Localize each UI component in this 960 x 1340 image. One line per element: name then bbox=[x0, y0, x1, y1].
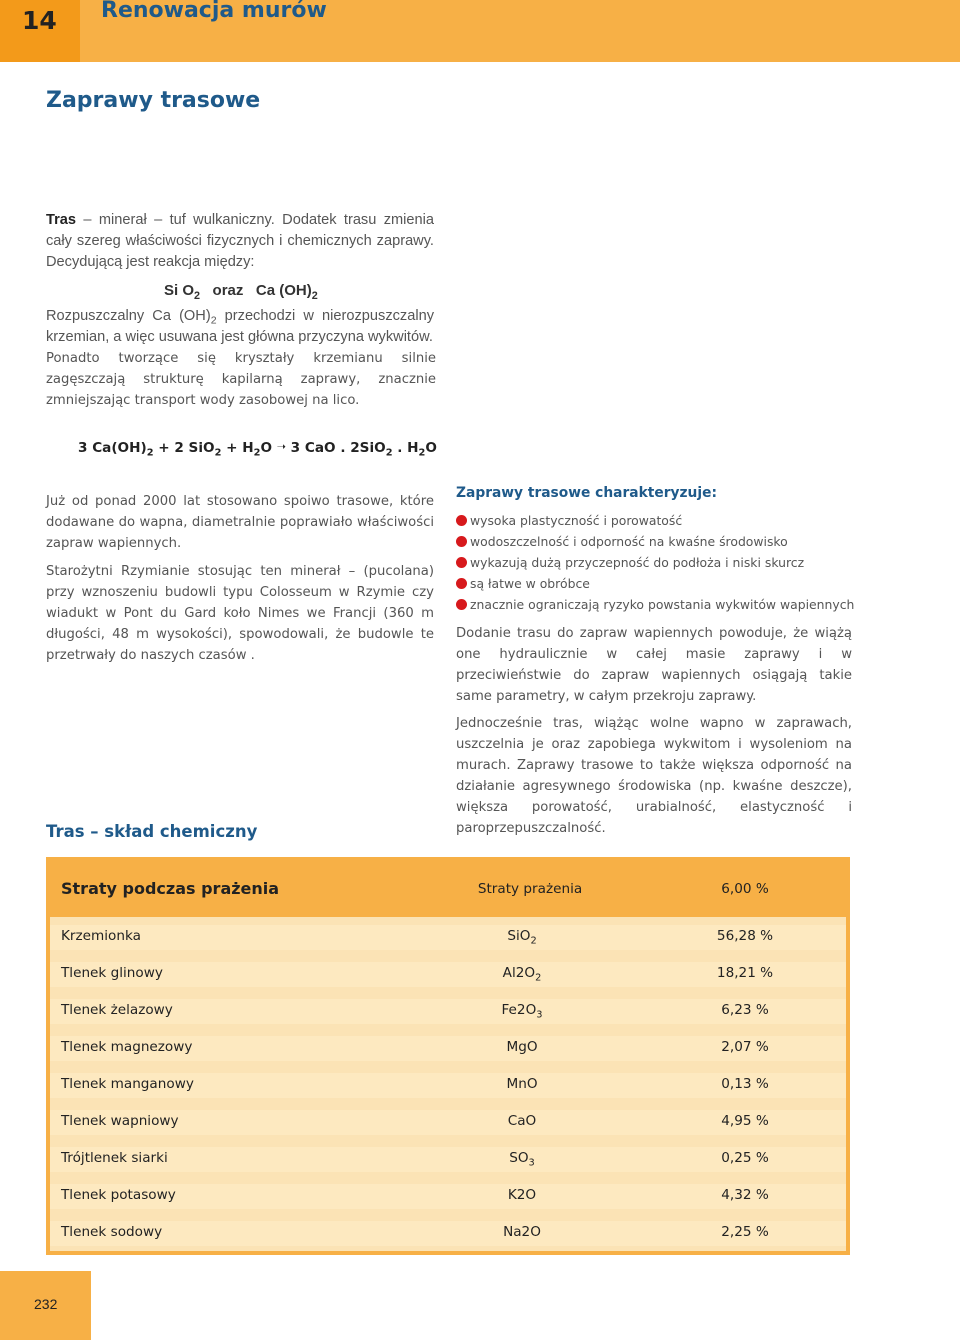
formula-si-sub: 2 bbox=[194, 289, 201, 302]
composition-title: Tras – skład chemiczny bbox=[46, 822, 258, 841]
row-name: Tlenek magnezowy bbox=[61, 1039, 193, 1055]
row-name: Tlenek manganowy bbox=[61, 1076, 194, 1092]
solubility-text-b: przechodzi w nierozpuszczalny krzemian, a więc usuwana jest główna przyczyna wykwitów. bbox=[46, 308, 434, 345]
row-name: Tlenek żelazowy bbox=[61, 1002, 173, 1018]
reactants-formula bbox=[164, 282, 318, 302]
table-row bbox=[50, 1184, 846, 1209]
row-name: Tlenek wapniowy bbox=[61, 1113, 179, 1129]
header-value: 6,00 % bbox=[721, 881, 769, 897]
benefits-paragraph: Jednocześnie tras, wiążąc wolne wapno w zaprawach, uszczelnia je oraz zapobiega wykwitom i wysoleniom na murach. Zaprawy trasowe to także większa odporność na działanie agresywnego środowiska (np. kwaśne deszcze), większa porowatość, urabialność, elastyczność i paroprzepuszczalność. bbox=[456, 716, 852, 836]
reaction-part: O bbox=[260, 440, 277, 456]
reaction-part: + 2 SiO bbox=[153, 440, 215, 456]
table-row bbox=[50, 1073, 846, 1098]
row-value: 0,13 % bbox=[721, 1076, 769, 1092]
row-name: Tlenek potasowy bbox=[61, 1187, 176, 1203]
section-title: Zaprawy trasowe bbox=[46, 88, 261, 113]
formula-caoh: Ca (OH) bbox=[255, 282, 312, 299]
table-row bbox=[50, 1147, 846, 1172]
header-formula: Straty prażenia bbox=[477, 881, 583, 897]
page-number: 232 bbox=[34, 1296, 58, 1312]
bullet-dot-icon bbox=[456, 536, 467, 547]
row-formula: $SO_3$ bbox=[509, 1150, 535, 1169]
row-name: Krzemionka bbox=[61, 928, 141, 944]
table-row bbox=[50, 1110, 846, 1135]
history-paragraph: Już od ponad 2000 lat stosowano spoiwo trasowe, które dodawane do wapna, diametralnie poprawiało właściwości zapraw wapiennych. bbox=[46, 494, 434, 551]
table-row bbox=[50, 962, 846, 987]
solubility-sub: 2 bbox=[210, 314, 217, 327]
reaction-part: 3 Ca(OH) bbox=[78, 440, 147, 456]
intro-definition: – minerał – tuf wulkaniczny. Dodatek trasu zmienia cały szereg właściwości fizycznych i chemicznych zaprawy. Decydującą jest reakcja między: bbox=[46, 212, 434, 270]
row-name: Trójtlenek siarki bbox=[61, 1150, 168, 1166]
reaction-sub: 2 bbox=[253, 447, 261, 459]
bullet-dot-icon bbox=[456, 557, 467, 568]
bullet-dot-icon bbox=[456, 599, 467, 610]
list-item-text: wysoka plastyczność i porowatość bbox=[470, 513, 683, 528]
row-formula: SiO$_2$ bbox=[507, 928, 537, 947]
properties-list bbox=[456, 510, 855, 615]
right-column bbox=[456, 483, 855, 845]
row-name: Tlenek sodowy bbox=[61, 1224, 163, 1240]
header-name: Straty podczas prażenia bbox=[61, 879, 280, 898]
row-name: Tlenek glinowy bbox=[61, 965, 163, 981]
formula-and: oraz bbox=[212, 282, 244, 299]
row-formula: MnO bbox=[506, 1076, 538, 1092]
reaction-sub: 2 bbox=[418, 447, 426, 459]
row-value: 2,25 % bbox=[721, 1224, 769, 1240]
table-row bbox=[50, 999, 846, 1024]
formula-caoh-sub: 2 bbox=[311, 289, 318, 302]
table-row bbox=[50, 925, 846, 950]
reaction-equation bbox=[78, 440, 437, 459]
row-formula: K2O bbox=[507, 1187, 537, 1203]
row-value: 6,23 % bbox=[721, 1002, 769, 1018]
list-item bbox=[456, 594, 855, 615]
romans-paragraph: Starożytni Rzymianie stosując ten minerał – (pucolana) przy wznoszeniu budowli typu Colosseum w Rzymie czy wiadukt w Pont du Gard koło Nimes we Francji (360 m długości, 48 m wysokości), spowodowali, że budowle te przetrwały do naszych czasów . bbox=[46, 564, 434, 663]
composition-table bbox=[46, 857, 850, 1255]
crystal-paragraph: Ponadto tworzące się kryształy krzemianu silnie zagęszczają strukturę kapilarną zaprawy, znacznie zmniejszając transport wody zasobowej na lico. bbox=[46, 351, 436, 408]
list-item bbox=[456, 510, 852, 531]
list-item-text: znacznie ograniczają ryzyko powstania wykwitów wapiennych bbox=[470, 597, 855, 612]
list-item-text: wykazują dużą przyczepność do podłoża i niski skurcz bbox=[470, 555, 805, 570]
row-value: 4,95 % bbox=[721, 1113, 769, 1129]
row-formula: CaO bbox=[507, 1113, 537, 1129]
list-item bbox=[456, 552, 852, 573]
hydraulic-paragraph: Dodanie trasu do zapraw wapiennych powoduje, że wiążą one hydraulicznie w całej masie zaprawy i w przeciwieństwie do zapraw wapiennych osiągają takie same parametry, w całym przekroju zaprawy. bbox=[456, 626, 852, 704]
row-formula: Na2O bbox=[503, 1224, 541, 1240]
reaction-part: + H bbox=[221, 440, 254, 456]
reaction-part: O bbox=[425, 440, 437, 456]
formula-si: Si O bbox=[164, 282, 195, 299]
intro-term: Tras bbox=[46, 212, 77, 228]
list-item-text: wodoszczelność i odporność na kwaśne środowisko bbox=[470, 534, 788, 549]
bullet-dot-icon bbox=[456, 578, 467, 589]
row-formula: $Fe2O_3$ bbox=[501, 1002, 543, 1021]
solubility-paragraph bbox=[46, 306, 434, 348]
reaction-arrow-icon: ➝ bbox=[276, 440, 286, 453]
reaction-sub: 2 bbox=[214, 447, 222, 459]
solubility-text-a: Rozpuszczalny Ca (OH) bbox=[46, 308, 211, 324]
table-row bbox=[50, 1036, 846, 1061]
row-value: 4,32 % bbox=[721, 1187, 769, 1203]
reaction-sub: 2 bbox=[146, 447, 154, 459]
reaction-part: . H bbox=[392, 440, 419, 456]
table-header-row bbox=[50, 861, 846, 917]
intro-paragraph bbox=[46, 210, 434, 273]
list-item bbox=[456, 573, 852, 594]
table-row bbox=[50, 1221, 846, 1246]
reaction-part: 3 CaO . 2SiO bbox=[285, 440, 386, 456]
left-column bbox=[46, 491, 434, 673]
row-formula: $Al2O_2$ bbox=[502, 965, 542, 984]
reaction-sub: 2 bbox=[385, 447, 393, 459]
properties-heading: Zaprawy trasowe charakteryzuje: bbox=[456, 485, 717, 501]
row-value: 56,28 % bbox=[716, 928, 774, 944]
chapter-title: Renowacja murów bbox=[101, 0, 327, 23]
row-value: 0,25 % bbox=[721, 1150, 769, 1166]
row-value: 2,07 % bbox=[721, 1039, 769, 1055]
list-item-text: są łatwe w obróbce bbox=[470, 576, 590, 591]
chapter-number: 14 bbox=[22, 6, 57, 35]
list-item bbox=[456, 531, 852, 552]
row-value: 18,21 % bbox=[716, 965, 774, 981]
bullet-dot-icon bbox=[456, 515, 467, 526]
row-formula: MgO bbox=[506, 1039, 538, 1055]
